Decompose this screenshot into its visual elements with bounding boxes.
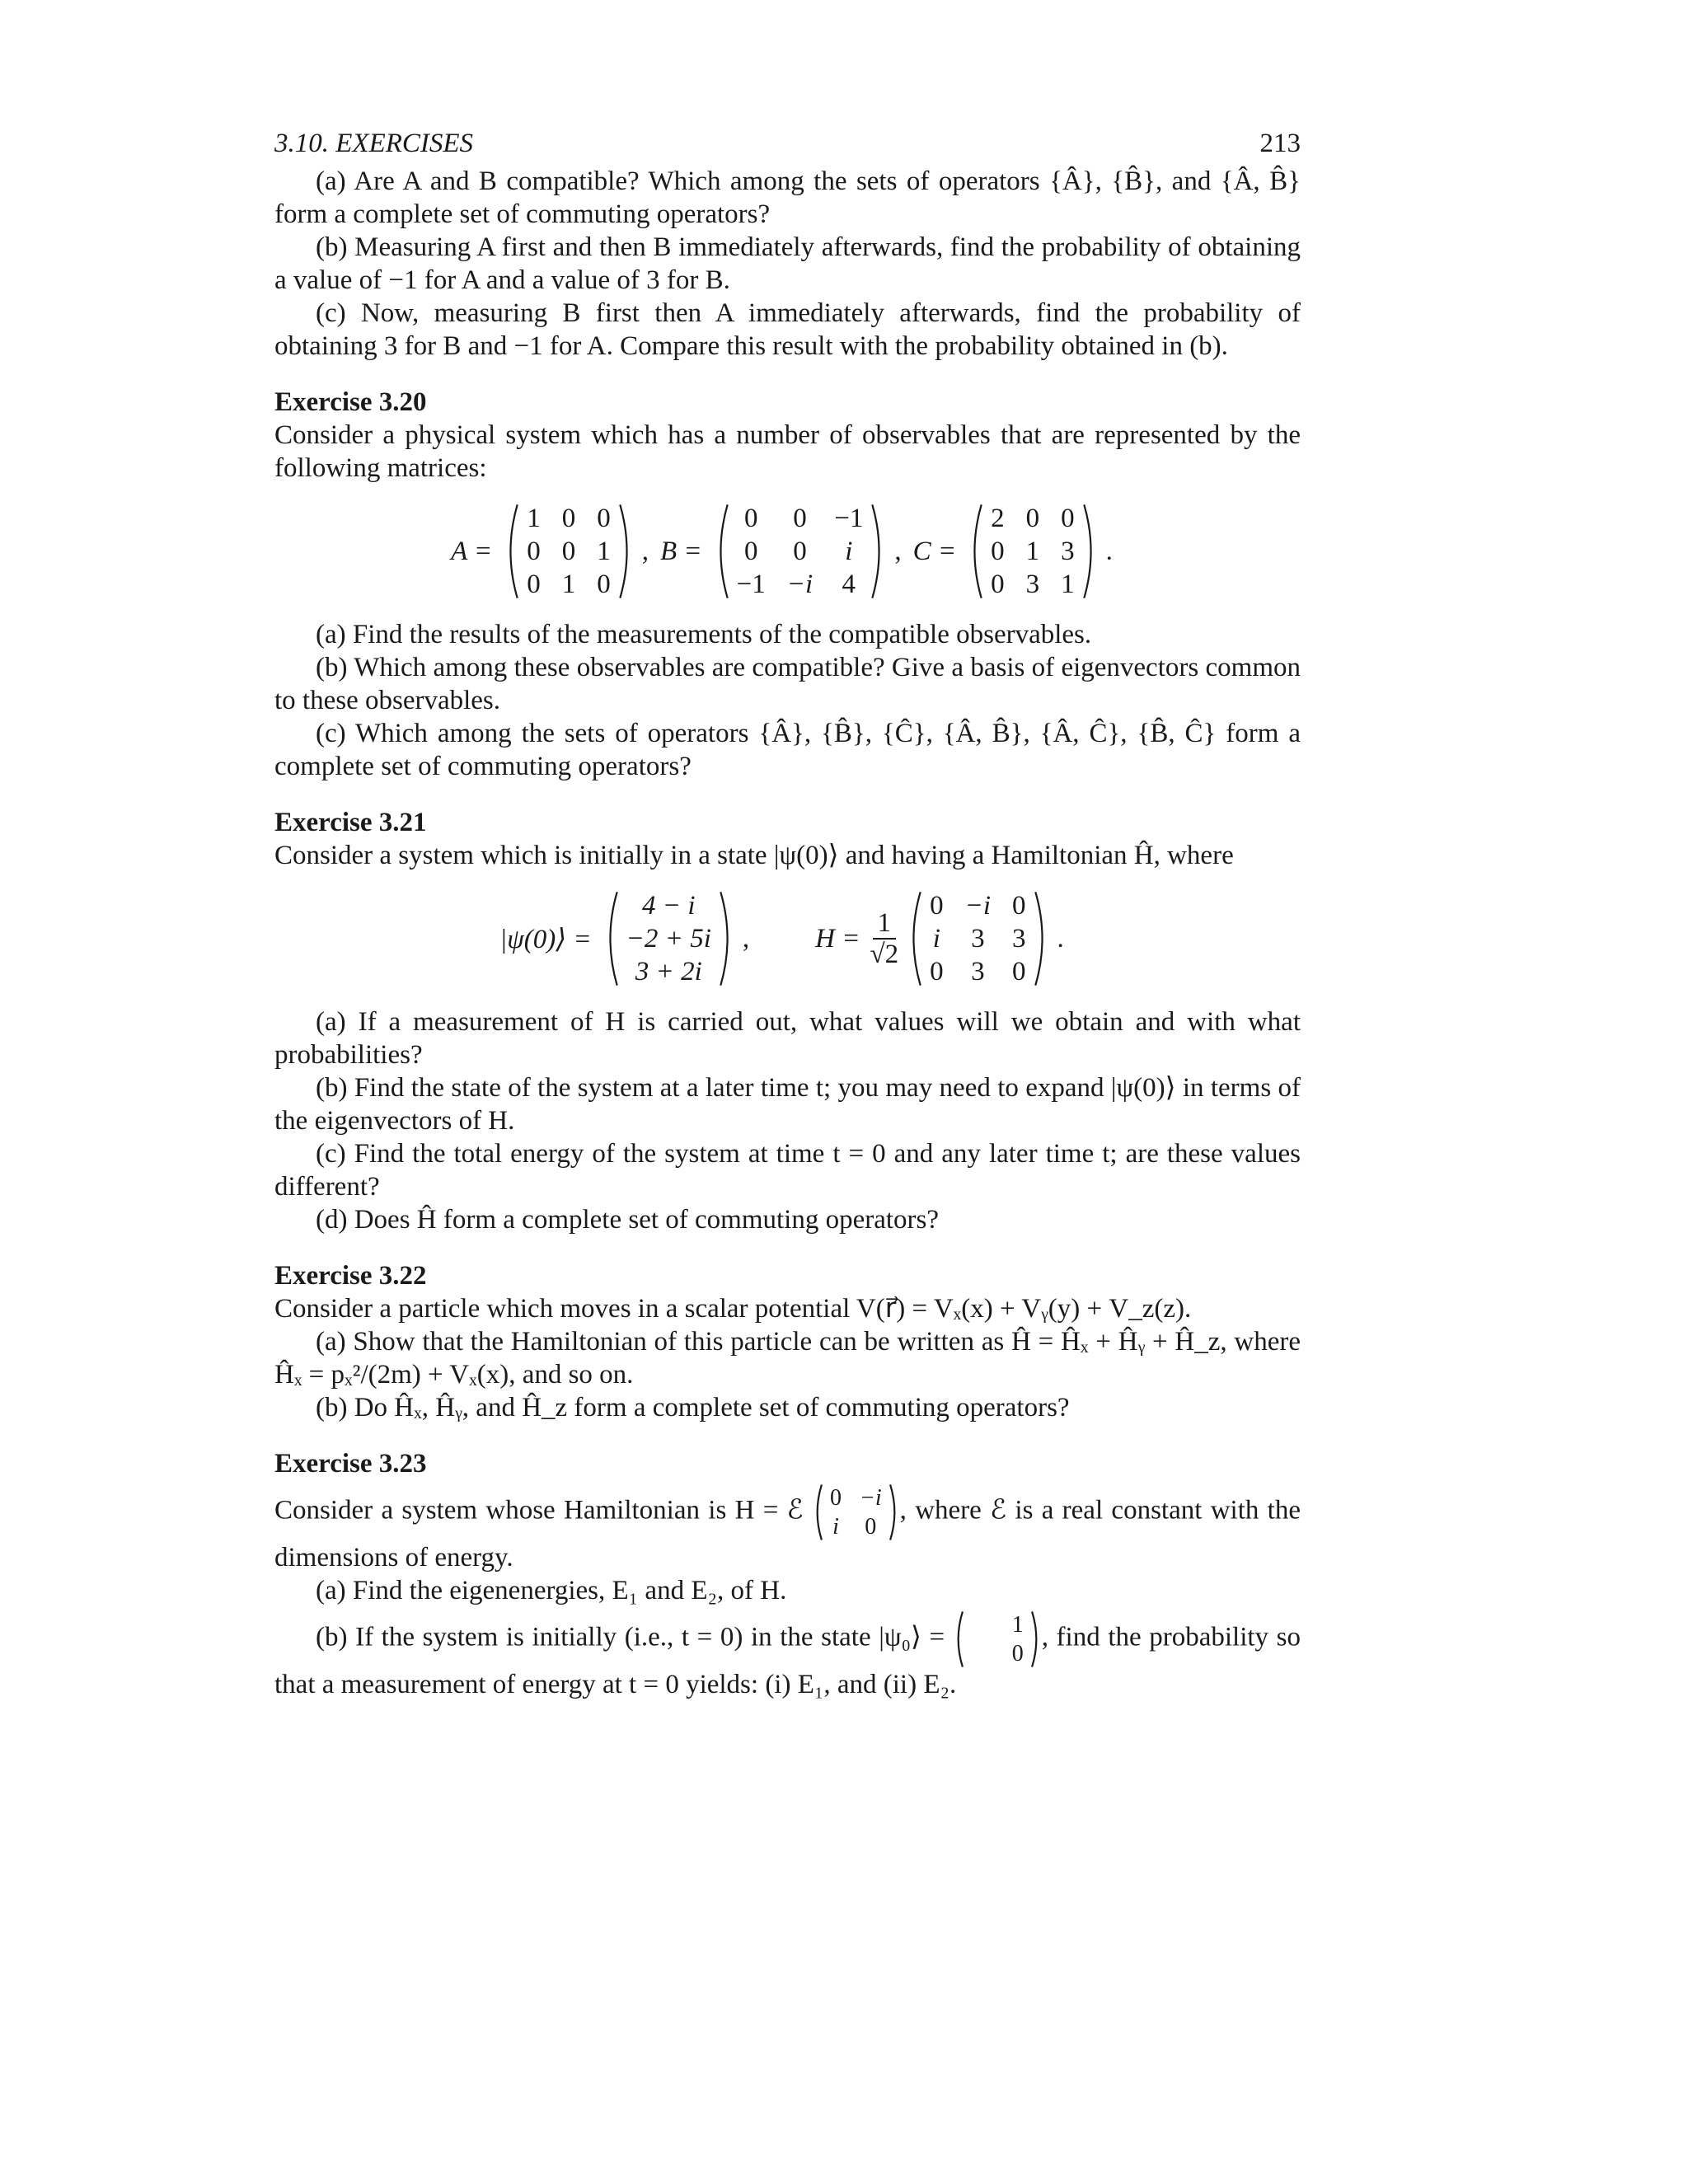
period: .	[1057, 923, 1064, 954]
matrix-entry: 1	[561, 569, 576, 599]
matrix-entry: −i	[964, 891, 992, 921]
right-paren	[1081, 503, 1100, 600]
psi0-cells	[964, 1610, 1030, 1668]
matrix-entry: 0	[527, 537, 541, 566]
exercise-title: Exercise 3.23	[274, 1449, 427, 1479]
right-paren	[889, 1483, 900, 1541]
state-hamiltonian-row	[274, 890, 1301, 987]
part-c: (c) Which among the sets of operators {Â}, {B̂}, {Ĉ}, {Â, B̂}, {Â, Ĉ}, {B̂, Ĉ} form a complete set of commuting operators?	[274, 719, 1301, 781]
hamiltonian-matrix	[905, 890, 1050, 987]
part-a: (a) If a measurement of H is carried out, what values will we obtain and with what probabilities?	[274, 1007, 1301, 1070]
prev-part-a: (a) Are A and B compatible? Which among the sets of operators {Â}, {B̂}, and {Â, B̂} form a complete set of commuting operators?	[274, 166, 1301, 229]
exercise-intro: Consider a system which is initially in a state |ψ(0)⟩ and having a Hamiltonian Ĥ, where	[274, 841, 1234, 870]
left-paren	[602, 890, 620, 987]
exercise-3-23	[274, 1447, 1301, 1701]
exercise-3-20	[274, 386, 1301, 783]
matrix-entry: 0	[527, 569, 541, 599]
matrix-entry: 1	[527, 504, 541, 533]
matrix-entry: 0	[1012, 957, 1026, 987]
matrix-entry: 0	[561, 504, 576, 533]
psi-vector	[602, 890, 736, 987]
hamiltonian-inline-cells	[823, 1483, 889, 1541]
fraction-numerator: 1	[873, 908, 897, 940]
matrix-entry: −1	[834, 504, 864, 533]
matrix-entry: 0	[1061, 504, 1075, 533]
part-b	[274, 1610, 1301, 1701]
matrix-entry: −i	[786, 569, 814, 599]
matrix-b-cells	[730, 503, 870, 600]
left-paren	[712, 503, 730, 600]
left-paren	[502, 503, 520, 600]
section-title: 3.10. EXERCISES	[274, 129, 474, 158]
matrix-entry: i	[932, 924, 940, 954]
exercise-title: Exercise 3.21	[274, 808, 427, 837]
running-header	[274, 115, 1301, 165]
matrix-entry: 0	[793, 504, 807, 533]
fraction-denominator: √2	[870, 940, 899, 969]
matrix-entry: 0	[991, 537, 1005, 566]
right-paren	[1030, 1610, 1042, 1668]
intro-text-after: , where ℰ is a real constant with the dimensions of energy.	[274, 1495, 1301, 1572]
matrix-entry: 1	[597, 537, 611, 566]
hamiltonian-cells	[923, 890, 1032, 987]
matrix-entry: i	[845, 537, 853, 566]
right-paren	[718, 890, 736, 987]
left-paren	[953, 1610, 964, 1668]
left-paren	[812, 1483, 823, 1541]
matrix-entry: 0	[793, 537, 807, 566]
psi-label: |ψ(0)⟩ =	[499, 925, 592, 954]
matrix-a	[502, 503, 635, 600]
matrix-entry: 3	[1061, 537, 1075, 566]
prefactor-fraction	[870, 908, 898, 969]
hamiltonian-matrix-inline	[812, 1483, 900, 1541]
matrix-c-cells	[984, 503, 1081, 600]
part-a: (a) Find the results of the measurements of the compatible observables.	[316, 620, 1092, 649]
matrix-entry: 0	[930, 891, 944, 921]
matrix-b	[712, 503, 889, 600]
matrix-entry: 4 − i	[642, 891, 696, 921]
psi0-vector-inline	[953, 1610, 1042, 1668]
matrix-entry: 4	[842, 569, 856, 599]
matrix-entry: −1	[736, 569, 766, 599]
prev-part-b: (b) Measuring A first and then B immediately afterwards, find the probability of obtaining a value of −1 for A and a value of 3 for B.	[274, 232, 1301, 295]
matrix-entry: 0	[1012, 891, 1026, 921]
prev-part-c: (c) Now, measuring B first then A immediately afterwards, find the probability of obtaining 3 for B and −1 for A. Compare this result with the probability obtained in (b).	[274, 298, 1301, 361]
left-paren	[966, 503, 984, 600]
part-b-text-before: (b) If the system is initially (i.e., t = 0) in the state |ψ₀⟩ =	[316, 1622, 945, 1652]
part-d: (d) Does Ĥ form a complete set of commuting operators?	[316, 1205, 940, 1235]
exercise-3-21	[274, 806, 1301, 1236]
exercise-title: Exercise 3.20	[274, 387, 427, 417]
matrix-entry: 1	[1011, 1611, 1024, 1638]
intro-text-before: Consider a system whose Hamiltonian is H = ℰ	[274, 1495, 804, 1526]
exercise-intro: Consider a physical system which has a number of observables that are represented by the following matrices:	[274, 420, 1301, 483]
matrix-entry: 1	[1061, 569, 1075, 599]
matrix-entry: 1	[1025, 537, 1040, 566]
matrix-a-cells	[520, 503, 617, 600]
psi-vector-cells	[620, 890, 718, 987]
left-paren	[905, 890, 923, 987]
matrix-entry: −2 + 5i	[626, 924, 711, 954]
matrix-equation-row	[274, 503, 1301, 600]
page-number: 213	[1259, 129, 1301, 158]
part-b: (b) Which among these observables are compatible? Give a basis of eigenvectors common to these observables.	[274, 653, 1301, 715]
part-a: (a) Show that the Hamiltonian of this particle can be written as Ĥ = Ĥₓ + Ĥᵧ + Ĥ_z, where Ĥₓ = pₓ²/(2m) + Vₓ(x), and so on.	[274, 1327, 1301, 1390]
matrix-entry: 0	[991, 569, 1005, 599]
exercise-title: Exercise 3.22	[274, 1261, 427, 1291]
matrix-entry: 0	[865, 1513, 877, 1540]
matrix-c-label: C =	[912, 536, 957, 566]
matrix-entry: 3 + 2i	[635, 957, 702, 987]
matrix-entry: 0	[829, 1484, 842, 1511]
part-a: (a) Find the eigenenergies, E₁ and E₂, of H.	[316, 1576, 787, 1605]
matrix-entry: 2	[991, 504, 1005, 533]
matrix-b-label: B =	[659, 536, 702, 566]
matrix-entry: 3	[971, 957, 985, 987]
hamiltonian-label: H =	[815, 923, 860, 954]
matrix-entry: 0	[1025, 504, 1040, 533]
matrix-entry: 0	[597, 569, 611, 599]
matrix-a-label: A =	[451, 536, 493, 566]
right-paren	[617, 503, 635, 600]
matrix-entry: 0	[743, 504, 758, 533]
matrix-entry: 0	[743, 537, 758, 566]
matrix-entry: −i	[859, 1484, 882, 1511]
comma: ,	[742, 923, 750, 954]
part-c: (c) Find the total energy of the system at time t = 0 and any later time t; are these values different?	[274, 1139, 1301, 1202]
matrix-entry: i	[832, 1513, 839, 1540]
matrix-entry: 0	[1011, 1640, 1024, 1666]
period: .	[1105, 536, 1113, 566]
comma: ,	[894, 536, 902, 566]
part-b: (b) Do Ĥₓ, Ĥᵧ, and Ĥ_z form a complete set of commuting operators?	[316, 1393, 1070, 1422]
matrix-entry: 0	[930, 957, 944, 987]
matrix-entry: 0	[561, 537, 576, 566]
matrix-entry: 3	[1025, 569, 1040, 599]
part-b: (b) Find the state of the system at a later time t; you may need to expand |ψ(0)⟩ in terms of the eigenvectors of H.	[274, 1073, 1301, 1136]
exercise-intro: Consider a particle which moves in a scalar potential V(r⃗) = Vₓ(x) + Vᵧ(y) + V_z(z).	[274, 1294, 1192, 1324]
matrix-entry: 3	[971, 924, 985, 954]
matrix-c	[966, 503, 1100, 600]
comma: ,	[641, 536, 649, 566]
page	[274, 115, 1301, 1701]
right-paren	[1033, 890, 1051, 987]
right-paren	[870, 503, 888, 600]
matrix-entry: 3	[1012, 924, 1026, 954]
exercise-3-22	[274, 1259, 1301, 1424]
part-b-text-after: , find the probability so that a measurement of energy at t = 0 yields: (i) E₁, and (ii) E₂.	[274, 1622, 1301, 1699]
exercise-intro	[274, 1483, 1301, 1574]
matrix-entry: 0	[597, 504, 611, 533]
